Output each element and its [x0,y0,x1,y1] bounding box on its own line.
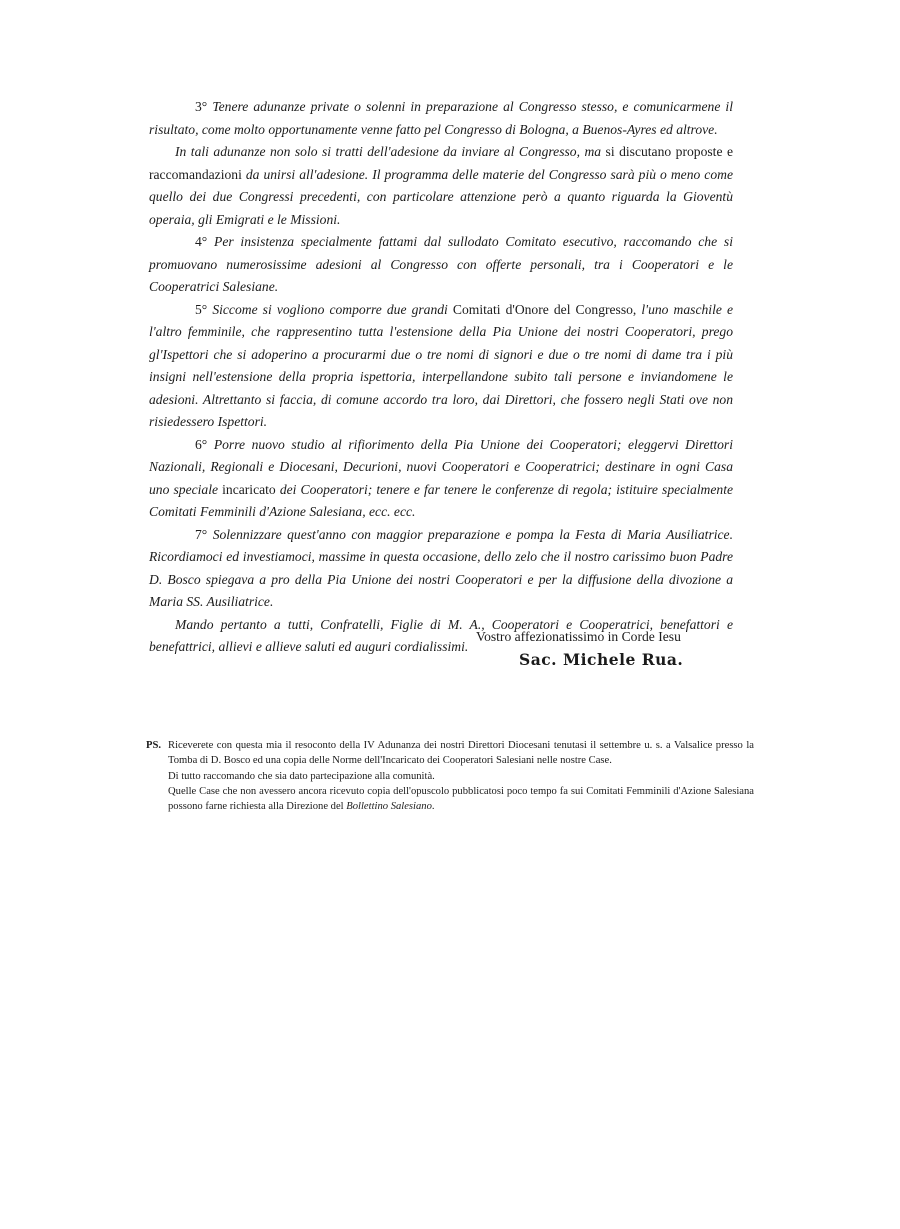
text-italic: Siccome si vogliono comporre due grandi [212,301,448,317]
ps-paragraph: Di tutto raccomando che sia dato partecipazione alla comunità. [168,770,435,782]
text-roman: incaricato [218,481,280,497]
closing-line: Vostro affezionatissimo in Corde Iesu [476,629,681,644]
text-italic: In tali adunanze non solo si tratti dell'adesione da inviare al Congresso, ma [175,144,602,159]
point-text: Solennizzare quest'anno con maggior preparazione e pompa la Festa di Maria Ausiliatrice. Ricordiamoci ed investiamoci, massime in questa occasione, dello zelo che il nostro carissimo buon Padre D. Bosco spiegava a pro della Pia Unione dei nostri Cooperatori e per la diffusione della divozione a Maria SS. Ausiliatrice. [149,526,733,609]
greetings-text: Mando pertanto a tutti, Confratelli, Figlie di M. A., Cooperatori e Cooperatrici, benefattori e benefattrici, allievi e allieve saluti ed auguri cordialissimi. [149,616,733,654]
point-6 [149,434,733,524]
ps-end: . [431,801,435,813]
point-text: Per insistenza specialmente fattami dal sullodato Comitato esecutivo, raccomando che si promuovano numerosissime adesioni al Congresso con offerte personali, tra i Cooperatori e le Cooperatrici Salesiane. [149,234,733,294]
point-number: 7° [195,526,208,542]
point-number: 6° [195,436,208,452]
text-roman: Comitati d'Onore del Congresso, [447,301,642,317]
letter-body [149,96,733,659]
paragraph-adunanze [149,141,733,231]
text-italic: l'uno maschile e l'altro femminile, che rappresentino tutta l'estensione della Pia Unione dei nostri Cooperatori, prego gl'Ispettori che si adoperino a procurarmi due o tre nomi di signori e due o tre nomi di dame tra i più insigni nell'estensione della propria ispettoria, interpellandone subito tali persone e inviandomene le adesioni. Altrettanto si faccia, di comune accordo tra loro, dai Direttori, che fossero negli Stati ove non risiedessero Ispettori. [149,301,733,429]
text-italic: dei Cooperatori; tenere e far tenere le conferenze di regola; istituire specialmente Comitati Femminili d'Azione Salesiana, ecc. ecc. [149,481,734,519]
point-7 [149,524,733,614]
point-3 [149,96,733,141]
point-text: Tenere adunanze private o solenni in preparazione al Congresso stesso, e comunicarmene il risultato, come molto opportunamente venne fatto pel Congresso di Bologna, a Buenos-Ayres ed altrove. [149,99,733,137]
ps-label: PS. [146,740,162,751]
bulletin-title: Bollettino Salesiano [346,801,432,813]
point-number: 5° [195,301,208,317]
text-italic: da unirsi all'adesione. Il programma delle materie del Congresso sarà più o meno come quello dei due Congressi precedenti, con particolare attenzione però a quanto riguarda la Gioventù operaia, gli Emigrati e le Missioni. [149,166,733,227]
point-4 [149,231,733,299]
ps-paragraph [168,784,754,815]
signature: Sac. Michele Rua. [519,650,684,669]
ps-paragraph: Riceverete con questa mia il resoconto della IV Adunanza dei nostri Direttori Diocesani tenutasi il settembre u. s. a Valsalice presso la Tomba di D. Bosco ed una copia delle Norme dell'Incaricato dei Cooperatori Salesiani nelle nostre Case. [168,740,754,767]
text-roman: si discutano proposte e raccomandazioni [149,144,733,182]
ps-paragraph-text: Quelle Case che non avessero ancora ricevuto copia dell'opuscolo pubblicatosi poco tempo fa sui Comitati Femminili d'Azione Salesiana possono farne richiesta alla Direzione del [168,785,754,813]
point-number: 3° [195,99,208,114]
text-italic: Porre nuovo studio al rifiorimento della Pia Unione dei Cooperatori; eleggervi Direttori Nazionali, Regionali e Diocesani, Decurioni, nuovi Cooperatori e Cooperatrici; destinare in ogni Casa uno speciale [149,436,733,497]
postscript [146,738,754,814]
point-5 [149,299,733,434]
point-number: 4° [195,234,208,249]
